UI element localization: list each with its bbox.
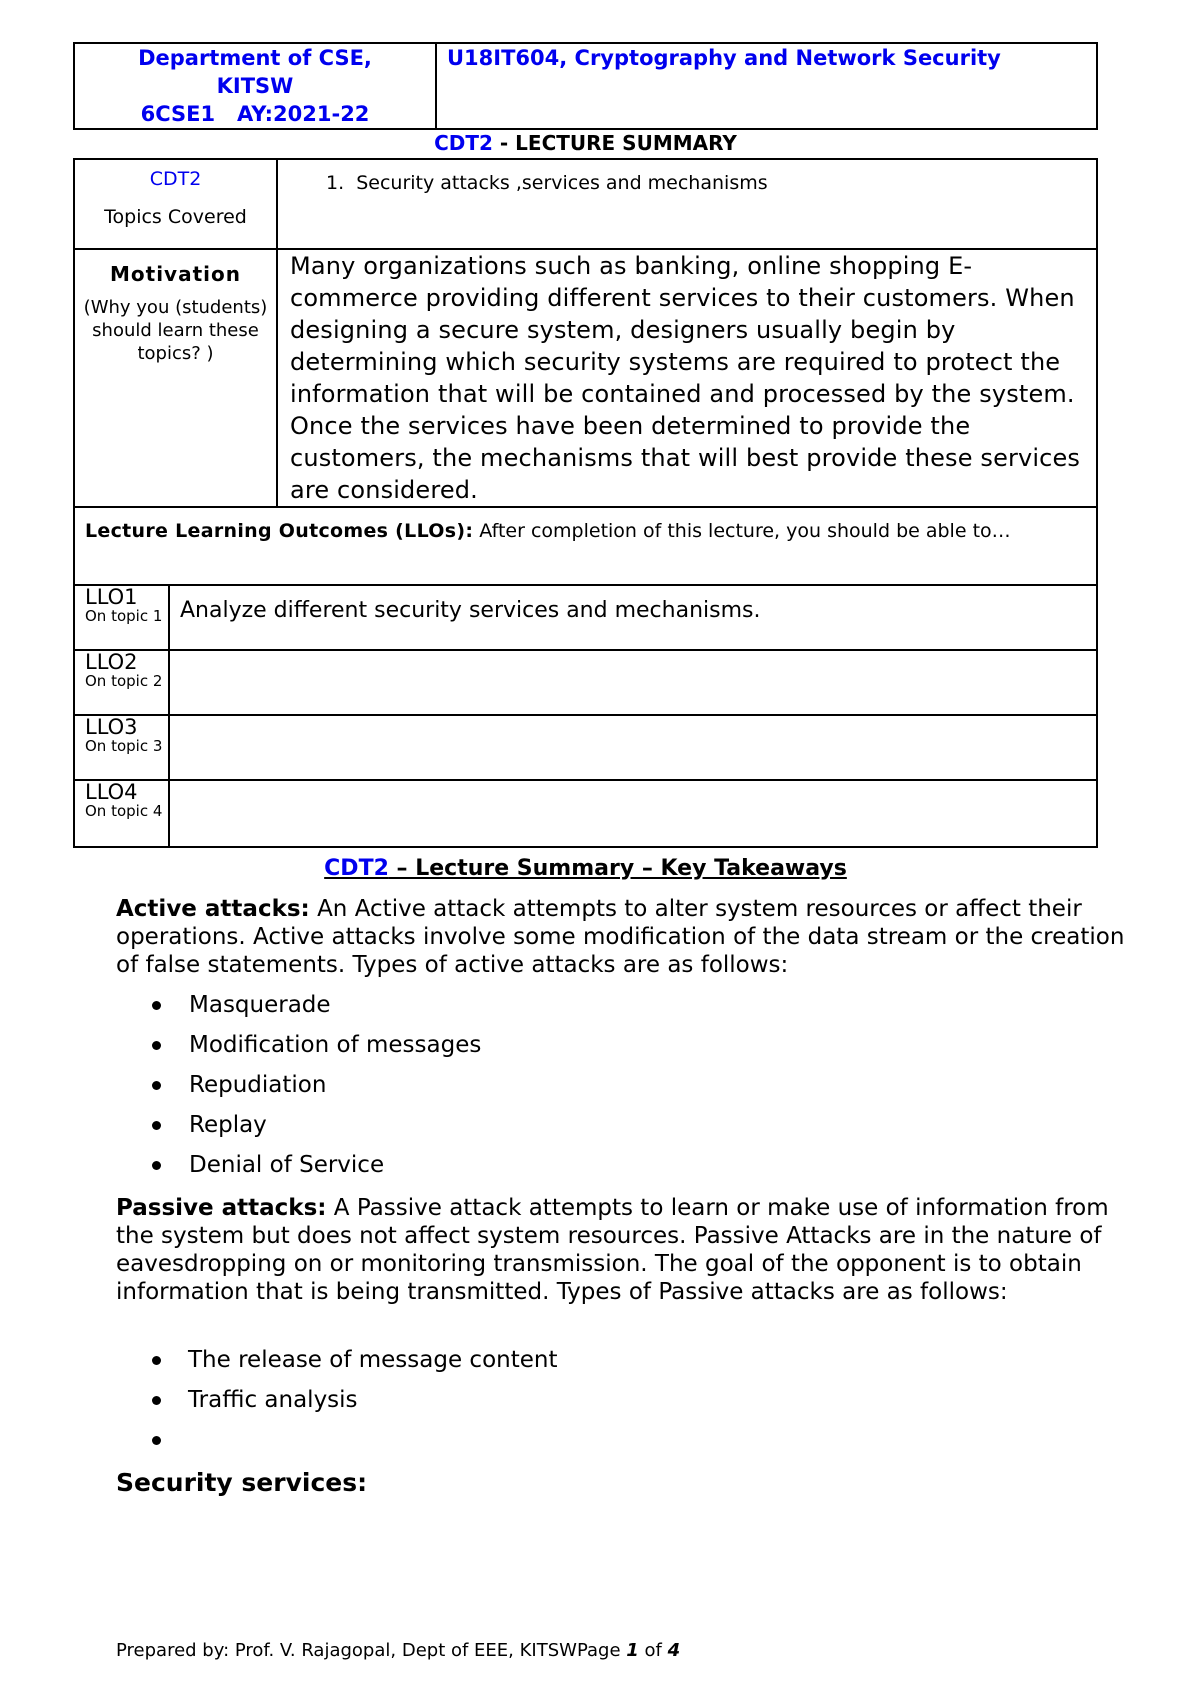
- active-attacks-text: An Active attack attempts to alter system resources or affect their operations. Active attacks involve some modification of the data stream or the creation of false statements. Types of active attacks are as follows:: [116, 896, 1125, 978]
- llo-topic: On topic 3: [85, 737, 163, 755]
- llo-row: [75, 651, 1096, 716]
- llo-text: [170, 781, 1096, 846]
- lecture-table: [73, 158, 1098, 848]
- llo-row: [75, 586, 1096, 651]
- page-footer: [116, 1640, 680, 1662]
- key-takeaways-title: [73, 855, 1098, 883]
- list-item: The release of message content: [116, 1340, 557, 1380]
- llo-intro-label: Lecture Learning Outcomes (LLOs):: [85, 520, 474, 542]
- list-item: Repudiation: [116, 1065, 481, 1105]
- llo-intro-text: After completion of this lecture, you should be able to…: [473, 520, 1011, 542]
- course-title: U18IT604, Cryptography and Network Security: [447, 46, 1001, 70]
- header-table: [73, 42, 1098, 130]
- llo-code: LLO2: [85, 650, 138, 674]
- list-item: [116, 1420, 557, 1460]
- llo-code-cell: [75, 586, 170, 649]
- summary-label: - LECTURE SUMMARY: [492, 131, 737, 155]
- passive-attacks-label: Passive attacks:: [116, 1195, 327, 1221]
- llo-text: Analyze different security services and mechanisms.: [180, 598, 761, 623]
- passive-attacks-text: A Passive attack attempts to learn or make use of information from the system but does not affect system resources. Passive Attacks are in the nature of eavesdropping on or monitoring transmission. The goal of the opponent is to obtain information that is being transmitted. Types of Passive attacks are as follows:: [116, 1195, 1109, 1305]
- llo-text: [170, 651, 1096, 714]
- page-label: Page: [576, 1640, 627, 1661]
- llo-topic: On topic 1: [85, 607, 163, 625]
- list-item: Masquerade: [116, 985, 481, 1025]
- active-attacks-paragraph: [116, 895, 1126, 979]
- key-takeaways-label: – Lecture Summary – Key Takeaways: [388, 856, 847, 881]
- topics-label: Topics Covered: [104, 206, 247, 228]
- list-item: Traffic analysis: [116, 1380, 557, 1420]
- llo-code-cell: [75, 651, 170, 714]
- summary-code: CDT2: [434, 131, 493, 155]
- key-takeaways-code: CDT2: [324, 856, 389, 881]
- page-number: 1: [626, 1640, 639, 1661]
- passive-attacks-list: [116, 1340, 557, 1460]
- llo-code: LLO1: [85, 585, 138, 609]
- llo-code: LLO3: [85, 715, 138, 739]
- motivation-row: [75, 250, 1096, 508]
- class-year: 6CSE1 AY:2021-22: [140, 102, 370, 126]
- motivation-text: Many organizations such as banking, online shopping E-commerce providing different services to their customers. When designing a secure system, designers usually begin by determining which security systems are required to protect the information that will be contained and processed by the system. Once the services have been determined to provide the customers, the mechanisms that will best provide these services are considered.: [290, 252, 1081, 504]
- motivation-title: Motivation: [110, 262, 241, 286]
- department-cell: [75, 44, 437, 128]
- list-item: Replay: [116, 1105, 481, 1145]
- passive-attacks-paragraph: [116, 1194, 1126, 1306]
- llo-row: [75, 716, 1096, 781]
- department-name: Department of CSE,: [138, 46, 372, 70]
- llo-code: LLO4: [85, 780, 138, 804]
- topics-code: CDT2: [149, 168, 202, 190]
- llo-topic: On topic 4: [85, 802, 163, 820]
- security-services-heading: Security services:: [116, 1468, 368, 1497]
- motivation-subtitle: (Why you (students) should learn these topics? ): [83, 297, 268, 364]
- llo-code-cell: [75, 716, 170, 779]
- lecture-summary-title: [73, 130, 1098, 156]
- llo-intro-row: [75, 508, 1096, 586]
- prepared-by: Prepared by: Prof. V. Rajagopal, Dept of EEE, KITSW: [116, 1640, 577, 1661]
- topics-list: [278, 160, 1096, 248]
- llo-topic: On topic 2: [85, 672, 163, 690]
- key-takeaways-heading: [324, 856, 847, 881]
- active-attacks-list: [116, 985, 481, 1185]
- topics-row: [75, 160, 1096, 250]
- topics-label-cell: [75, 160, 278, 248]
- page-of: of: [638, 1640, 668, 1661]
- topic-item: 1. Security attacks ,services and mechanisms: [326, 172, 768, 194]
- active-attacks-label: Active attacks:: [116, 896, 310, 922]
- list-item: Modification of messages: [116, 1025, 481, 1065]
- llo-row: [75, 781, 1096, 846]
- motivation-label-cell: [75, 250, 278, 506]
- list-item: Denial of Service: [116, 1145, 481, 1185]
- llo-text: [170, 716, 1096, 779]
- llo-code-cell: [75, 781, 170, 846]
- institute-name: KITSW: [216, 74, 294, 98]
- page-total: 4: [667, 1640, 681, 1661]
